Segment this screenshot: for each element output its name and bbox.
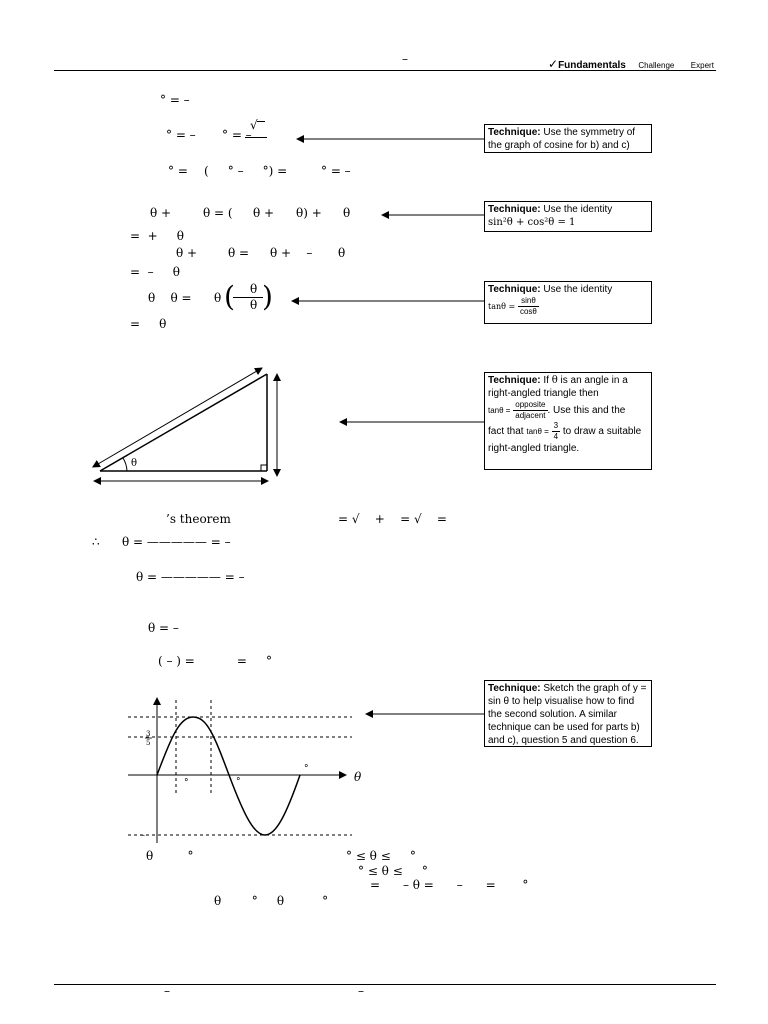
math-line-5: = + θ xyxy=(130,229,185,243)
math-line-2b: ° = – xyxy=(222,128,252,142)
technique-text: is an angle in a right-angled triangle then xyxy=(488,375,628,399)
tan-lhs: tanθ = xyxy=(488,406,511,416)
sine-graph xyxy=(128,698,352,843)
math-line-1: ° = – xyxy=(160,93,190,107)
sine-curve xyxy=(157,717,300,835)
pythagoras-text: ’s theorem xyxy=(166,512,231,526)
degree-mark-3: ° xyxy=(304,764,309,774)
fraction-numerator: 3 xyxy=(553,421,559,430)
theta-symbol: θ xyxy=(551,375,558,386)
technique-text: Use the identity xyxy=(543,284,613,295)
technique-text: Sketch the graph of y = sin θ to help visualise how to find the second solution. A similar technique can be used for parts b) and c), question 5 and question 6. xyxy=(488,683,647,746)
tan-lhs: tanθ = xyxy=(488,302,516,312)
degree-mark-1: ° xyxy=(184,778,189,788)
math-line-4b: θ = ( xyxy=(203,206,233,220)
cos-equation-1: θ = ————— = – xyxy=(122,535,231,549)
fraction-denominator: adjacent xyxy=(515,411,546,420)
technique-text: fact that xyxy=(488,426,524,438)
math-line-8c: θ xyxy=(250,282,258,296)
level-challenge: Challenge xyxy=(638,61,675,70)
technique-text: Use the symmetry of the graph of cosine for b) and c) xyxy=(488,127,636,151)
solution-line-a: θ ° xyxy=(146,849,194,863)
header-dash: – xyxy=(402,52,408,66)
hypotenuse-length-arrow xyxy=(98,368,262,464)
identity-formula: sin²θ + cos²θ = 1 xyxy=(488,217,576,228)
paren-left: ( xyxy=(224,280,235,313)
solution-line-e: θ ° θ ° xyxy=(214,894,329,908)
degree-mark-2: ° xyxy=(236,777,241,787)
fraction-numerator: opposite xyxy=(515,400,546,409)
level-expert: Expert xyxy=(690,61,714,70)
math-line-4c: θ + xyxy=(253,206,275,220)
math-line-2a: ° = – xyxy=(166,128,196,142)
technique-label: Technique: xyxy=(488,683,541,694)
technique-text: . Use this and the xyxy=(547,405,626,417)
math-line-6b: θ = xyxy=(228,246,250,260)
footer-dash-1: – xyxy=(164,984,170,998)
technique-text: If xyxy=(543,375,549,386)
math-line-4a: θ + xyxy=(150,206,172,220)
math-line-6a: θ + xyxy=(176,246,198,260)
neg-tick-label: – xyxy=(140,830,145,841)
solution-line-c: ° ≤ θ ≤ ° xyxy=(358,864,428,878)
math-line-6c: θ + – xyxy=(270,246,313,260)
paren-right: ) xyxy=(262,280,273,313)
fraction-numerator: sinθ xyxy=(518,296,539,307)
cos-equation-2: θ = ————— = – xyxy=(136,570,245,584)
inverse-equation: ( – ) = = ° xyxy=(158,654,272,668)
theta-axis-label: θ xyxy=(354,770,362,784)
triangle-angle-label: θ xyxy=(131,458,138,469)
technique-text: to draw a suitable right-angled triangle. xyxy=(488,426,642,454)
math-line-3c: ° = – xyxy=(321,164,351,178)
tan-lhs: tanθ = xyxy=(526,427,549,437)
math-line-8d: θ xyxy=(250,298,258,312)
fraction-denominator: cosθ xyxy=(519,307,537,316)
y-tick-numerator: 3 xyxy=(146,730,151,738)
solution-line-b: ° ≤ θ ≤ ° xyxy=(346,849,416,863)
math-line-8a: θ θ = xyxy=(148,291,192,305)
math-line-3b: ( ° – °) = xyxy=(204,164,288,178)
technique-label: Technique: xyxy=(488,284,541,295)
math-line-2c: √ xyxy=(250,118,258,132)
level-fundamentals: Fundamentals xyxy=(558,60,626,71)
math-line-3a: ° = xyxy=(168,164,188,178)
math-line-6d: θ xyxy=(338,246,346,260)
math-line-4e: θ xyxy=(343,206,351,220)
therefore-symbol: ∴ xyxy=(92,535,100,549)
technique-label: Technique: xyxy=(488,204,541,215)
fraction-denominator: 4 xyxy=(553,432,559,441)
y-tick-denominator: 5 xyxy=(146,739,151,747)
math-line-8b: θ xyxy=(214,291,222,305)
technique-label: Technique: xyxy=(488,127,541,138)
sin-equation: θ = – xyxy=(148,621,179,635)
pythagoras-equation: = √ + = √ = xyxy=(338,512,447,526)
footer-dash-2: – xyxy=(358,984,364,998)
solution-line-d: = – θ = – = ° xyxy=(370,878,529,892)
footer-rule xyxy=(54,984,716,985)
right-triangle xyxy=(100,374,267,471)
math-line-4d: θ) + xyxy=(296,206,322,220)
check-icon: ✓ xyxy=(548,57,559,71)
math-line-9: = θ xyxy=(130,317,167,331)
math-line-7: = – θ xyxy=(130,265,180,279)
technique-text: Use the identity xyxy=(543,204,613,215)
technique-label: Technique: xyxy=(488,375,541,386)
